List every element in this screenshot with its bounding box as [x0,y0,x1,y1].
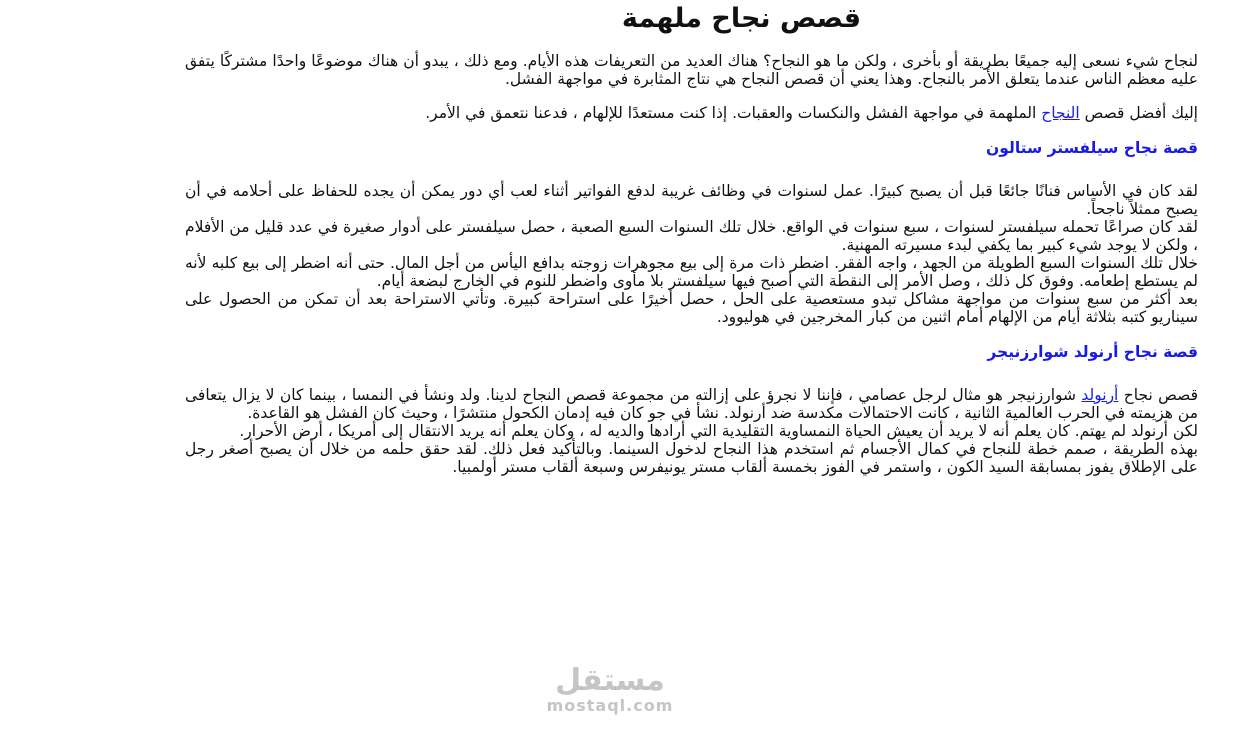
success-link[interactable]: النجاح [1041,104,1080,122]
mostaql-watermark [540,664,680,714]
section-stallone [185,138,1198,326]
watermark-logo: مستقل [555,663,665,698]
arnold-text-before: قصص نجاح [1118,386,1198,404]
intro-text-before: إليك أفضل قصص [1079,104,1198,122]
article-page [0,2,1250,752]
page-title: قصص نجاح ملهمة [621,3,862,34]
arnold-paragraph-1 [185,386,1198,422]
stallone-paragraph-2: لقد كان صراعًا تحمله سيلفستر لسنوات ، سبع سنوات في الواقع. خلال تلك السنوات السبع الصعبة ، حصل سيلفستر على أدوار صغيرة في عدد قليل من الأفلام ، ولكن لا يوجد شيء كبير بما يكفي لبدء مسيرته المهنية. [185,218,1198,254]
arnold-paragraph-3: بهذه الطريقة ، صمم خطة للنجاح في كمال الأجسام ثم استخدم هذا النجاح لدخول السينما. وبالتأكيد فعل ذلك. لقد حقق حلمه من خلال أن يصبح أصغر رجل على الإطلاق يفوز بمسابقة السيد الكون ، واستمر في الفوز بخمسة ألقاب مستر يونيفرس وسبعة ألقاب مستر أولمبيا. [185,440,1198,476]
arnold-link[interactable]: أرنولد [1081,386,1119,404]
arnold-paragraph-2: لكن أرنولد لم يهتم. كان يعلم أنه لا يريد أن يعيش الحياة النمساوية التقليدية التي أرادها والديه له ، وكان يعلم أنه يريد الانتقال إلى أمريكا ، أرض الأحرار. [239,422,1198,440]
intro-paragraph-2 [185,104,1198,122]
intro-paragraph-1: لنجاح شيء نسعى إليه جميعًا بطريقة أو بأخرى ، ولكن ما هو النجاح؟ هناك العديد من التعريفات هذه الأيام. ومع ذلك ، يبدو أن هناك موضوعًا واحدًا مشتركًا يتفق عليه معظم الناس عندما يتعلق الأمر بالنجاح. وهذا يعني أن قصص النجاح هي نتاج المثابرة في مواجهة الفشل. [185,52,1198,88]
section-schwarzenegger [185,342,1198,476]
intro-text-after: الملهمة في مواجهة الفشل والنكسات والعقبات. إذا كنت مستعدًا للإلهام ، فدعنا نتعمق في الأمر. [425,104,1042,122]
stallone-paragraph-3: خلال تلك السنوات السبع الطويلة من الجهد ، واجه الفقر. اضطر ذات مرة إلى بيع مجوهرات زوجته بدافع اليأس من أجل المال. حتى أنه اضطر إلى بيع كلبه لأنه لم يستطع إطعامه. وفوق كل ذلك ، وصل الأمر إلى النقطة التي أصبح فيها سيلفستر بلا مأوى واضطر للنوم في الخارج لبضعة أيام. [185,254,1198,290]
stallone-paragraph-4: بعد أكثر من سبع سنوات من مواجهة مشاكل تبدو مستعصية على الحل ، حصل أخيرًا على استراحة كبيرة. وتأتي الاستراحة بعد أن تمكن من الحصول على سيناريو كتبه بثلاثة أيام من الإلهام أمام اثنين من كبار المخرجين في هوليوود. [185,290,1198,326]
section-heading-stallone: قصة نجاح سيلفستر ستالون [986,139,1198,157]
section-heading-schwarzenegger: قصة نجاح أرنولد شوارزنيجر [987,343,1198,361]
arnold-text-after: شوارزنيجر هو مثال لرجل عصامي ، فإننا لا نجرؤ على إزالته من مجموعة قصص النجاح لدينا. ولد ونشأ في النمسا ، بينما كان لا يزال يتعافى من هزيمته في الحرب العالمية الثانية ، كانت الاحتمالات مكدسة ضد أرنولد. نشأ في جو كان فيه إدمان الكحول منتشرًا ، وحيث كان الفشل هو القاعدة. [185,386,1198,422]
stallone-paragraph-1: لقد كان في الأساس فنانًا جائعًا قبل أن يصبح كبيرًا. عمل لسنوات في وظائف غريبة لدفع الفواتير أثناء لعب أي دور يمكن أن يجده للحفاظ على أحلامه في أن يصبح ممثلاً ناجحاً. [185,182,1198,218]
watermark-site: mostaql.com [546,696,674,715]
